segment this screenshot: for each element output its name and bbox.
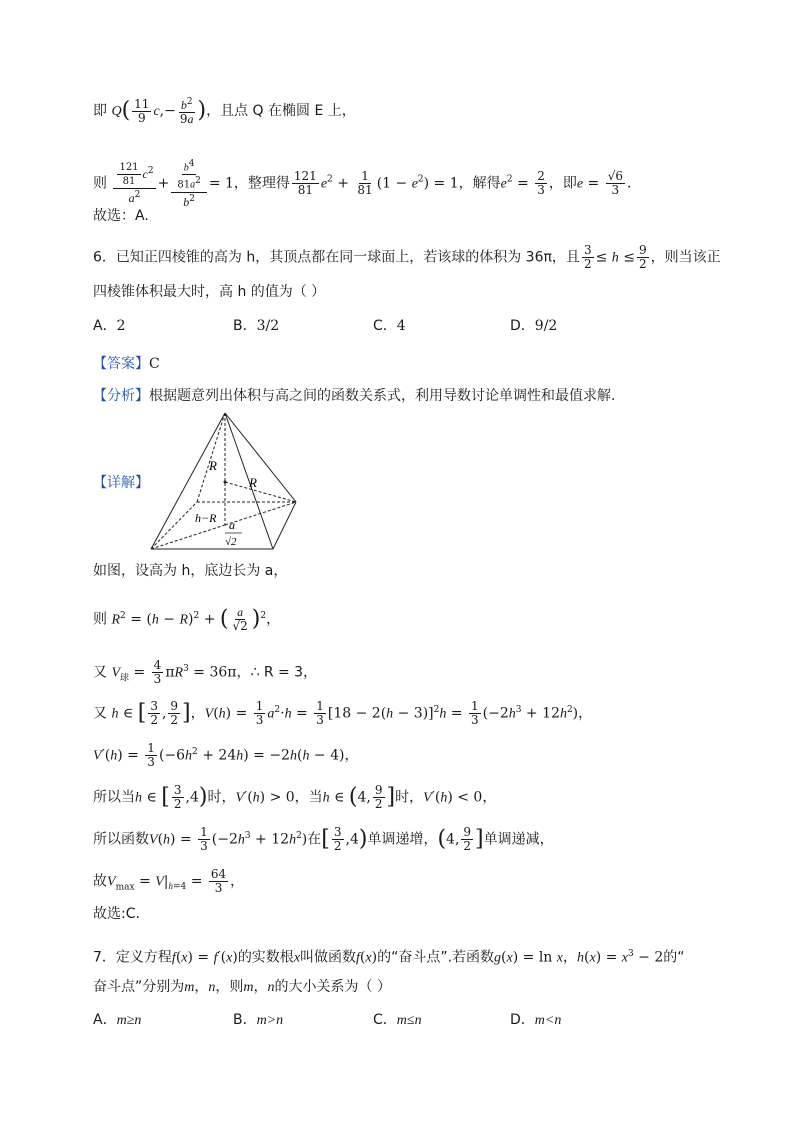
q7-option-c[interactable]: C．m≤n [373, 1012, 422, 1028]
answer-tag: 【答案】 [93, 356, 149, 372]
pyramid-figure [145, 410, 305, 552]
detail-tag: 【详解】 [93, 475, 149, 491]
solution-step-2: 则 $R^2 = (h - R)^2$ + ( $\frac{a}{√2}$ )$^2$， [93, 605, 281, 634]
q6-answer-line: 【答案】C [93, 356, 160, 372]
solution-step-4: 又 h ∈ [ $\frac{3}{2}$ , $\frac{9}{2}$ ]，V(h) = $\frac{1}{3}$ $a^2\cdot h$ = $\frac{1}{3}$ $[18 - 2(h - 3)]^2h$ = $\frac{1}{3}$ $(-2h^3 + 12h^2)$， [93, 699, 593, 728]
q7-option-d[interactable]: D．m<n [510, 1012, 562, 1028]
q7-stem-line1: 7．定义方程f(x) = f′(x)的实数根x叫做函数f(x)的“奋斗点”.若函数g(x) = ln x，$h(x) = x^3 - 2$的“ [93, 949, 685, 966]
solution-step-3: 又 $V_球$ = $\frac{4}{3}$ $\pi R^3 = 36\pi$，∴ R = 3， [93, 658, 318, 687]
solution-step-6: 所以当h ∈ [ $\frac{3}{2}$ ,4)时，V′(h) > 0，当h ∈ (4, $\frac{9}{2}$ ]时，V′(h) < 0， [93, 783, 497, 811]
base-left-hidden-edge [151, 502, 197, 549]
ellipse-equation-line: 则 $\frac{121}{81}$ $c^2$ $a^2$ + $\frac{\frac{b^4}{81a^2}}{b^2}$ = 1，整理得 $\frac{121}{81}$ $e^2$ + $\frac{1}{81}$ $(1 - e^2) = 1$，解得$e^2$ = $\frac{2}{3}$ ，即e = $\frac{√6}{3}$ . [93, 159, 632, 209]
label-a: a [229, 518, 235, 532]
label-r-vertical: R [209, 458, 217, 473]
prev-answer: 故选：A. [93, 208, 149, 224]
solution-step-1: 如图，设高为 h，底边长为 a， [93, 563, 288, 579]
radius-line [225, 482, 296, 502]
q7-stem-line2: 奋斗点”分别为m，n，则m，n的大小关系为（ ） [93, 979, 391, 995]
q6-stem-line2: 四棱锥体积最大时，高 h 的值为（ ） [93, 284, 326, 300]
q6-option-b[interactable]: B．3/2 [233, 318, 280, 334]
q7-option-a[interactable]: A．m≥n [93, 1012, 142, 1028]
q7-option-b[interactable]: B．m>n [233, 1012, 284, 1028]
q6-final-answer: 故选:C. [93, 906, 140, 922]
base-right-edge [273, 502, 296, 549]
analysis-tag: 【分析】 [93, 388, 149, 404]
solution-step-8: 故$V_{max} = V|_{h=4}$ = $\frac{64}{3}$ ， [93, 867, 245, 895]
q6-option-d[interactable]: D．9/2 [510, 318, 558, 334]
lateral-edge-right [225, 413, 296, 502]
solution-step-7: 所以函数V(h) = $\frac{1}{3}$ $(-2h^3 + 12h^2)$在[ $\frac{3}{2}$ ,4)单调递增，(4, $\frac{9}{2}$ ]单调递减， [93, 825, 554, 854]
q6-option-c[interactable]: C．4 [373, 318, 406, 334]
q6-detail-tag-line [93, 473, 149, 493]
label-sqrt2: √2 [225, 536, 237, 548]
solution-step-5: V′(h) = $\frac{1}{3}$ $(-6h^2 + 24h) = -2h(h - 4)$， [93, 741, 359, 770]
q-point-line: 即 Q( $\frac{11}{9}$ c,− $\frac{b^2}{9a}$ )，且点 Q 在椭圆 E 上， [93, 96, 356, 126]
q6-analysis-line: 【分析】根据题意列出体积与高之间的函数关系式，利用导数讨论单调性和最值求解. [93, 388, 616, 404]
sphere-center-point [224, 481, 227, 484]
label-h-minus-r: h−R [195, 511, 217, 525]
q6-option-a[interactable]: A．2 [93, 318, 126, 334]
half-diagonal-line [225, 502, 296, 525]
label-r-slant: R [249, 475, 257, 490]
q6-stem-line1: 6．已知正四棱锥的高为 h，其顶点都在同一球面上，若该球的体积为 36π，且 $\frac{3}{2}$ ≤ h ≤ $\frac{9}{2}$ ，则当该正 [93, 243, 721, 271]
